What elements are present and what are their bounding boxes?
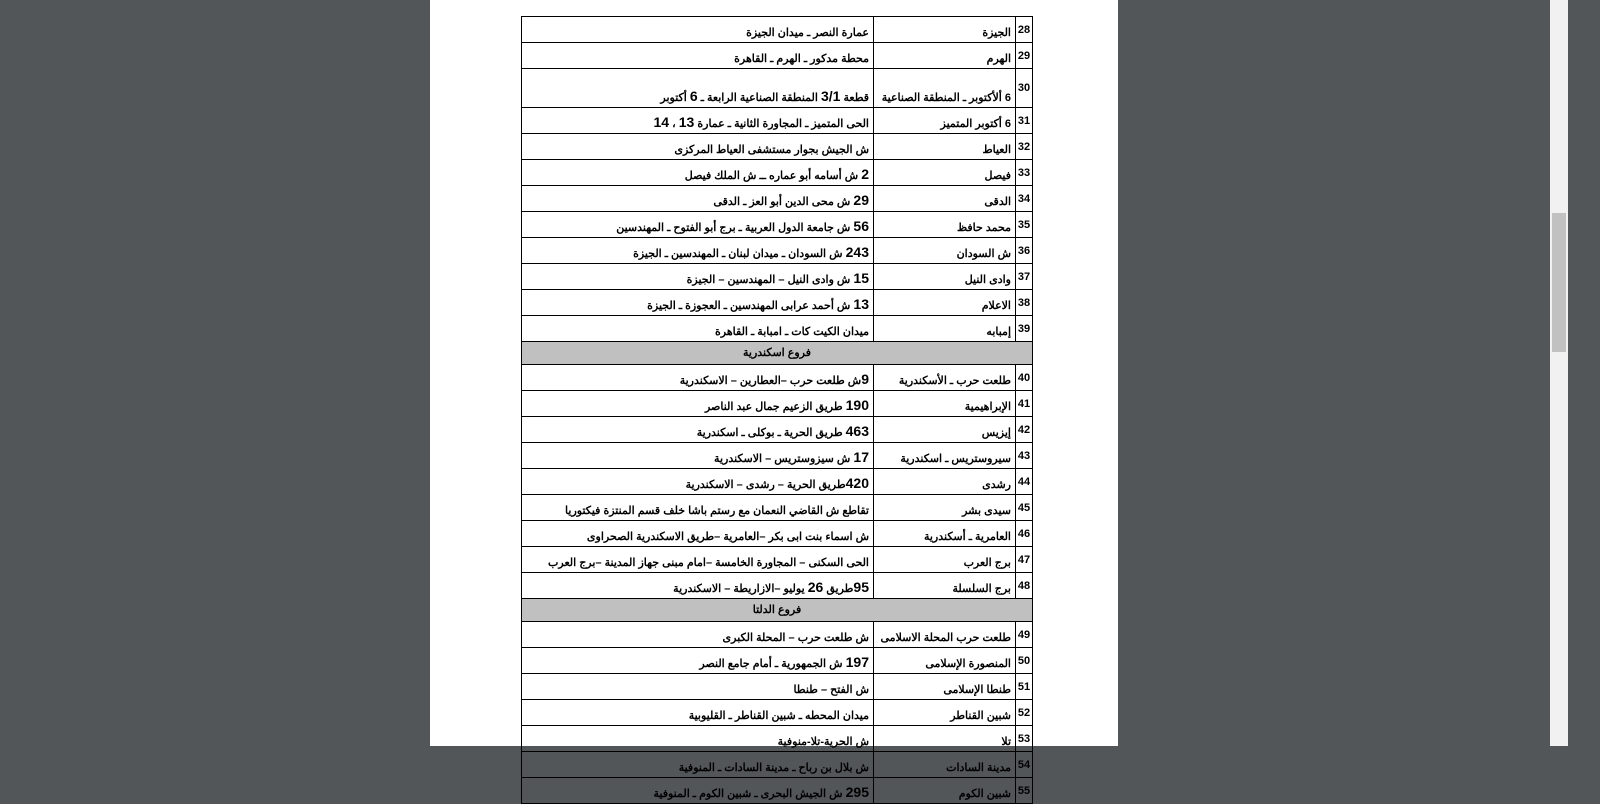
table-row — [522, 778, 1033, 804]
table-row — [522, 674, 1033, 700]
branch-number: 31 — [1016, 108, 1033, 134]
branch-address: ش طلعت حرب – المحلة الكبرى — [522, 622, 874, 648]
branch-address: الحى السكنى – المجاورة الخامسة –امام مبنى جهاز المدينة –برج العرب — [522, 547, 874, 573]
branch-number: 49 — [1016, 622, 1033, 648]
branch-name: فيصل — [874, 160, 1016, 186]
branch-name: الهرم — [874, 43, 1016, 69]
branch-address: 15 ش وادى النيل – المهندسين – الجيزة — [522, 264, 874, 290]
table-row — [522, 752, 1033, 778]
branch-number: 39 — [1016, 316, 1033, 342]
branch-number: 46 — [1016, 521, 1033, 547]
branch-address: 190 طريق الزعيم جمال عبد الناصر — [522, 391, 874, 417]
table-row — [522, 443, 1033, 469]
branch-address: ش الجيش بجوار مستشفى العياط المركزى — [522, 134, 874, 160]
branch-address: قطعة 3/1 المنطقة الصناعية الرابعة ـ 6 أكتوبر — [522, 69, 874, 108]
branch-name: ش السودان — [874, 238, 1016, 264]
table-row — [522, 69, 1033, 108]
branch-name: طنطا الإسلامى — [874, 674, 1016, 700]
branch-address: 13 ش أحمد عرابى المهندسين ـ العجوزة ـ الجيزة — [522, 290, 874, 316]
branch-address: 295 ش الجيش البحرى ـ شبين الكوم ـ المنوفية — [522, 778, 874, 804]
branch-address: 17 ش سيزوستريس – الاسكندرية — [522, 443, 874, 469]
branch-number: 28 — [1016, 17, 1033, 43]
table-row — [522, 365, 1033, 391]
branch-number: 43 — [1016, 443, 1033, 469]
branch-number: 33 — [1016, 160, 1033, 186]
branch-number: 42 — [1016, 417, 1033, 443]
branch-number: 34 — [1016, 186, 1033, 212]
branch-name: العامرية ـ أسكندرية — [874, 521, 1016, 547]
table-row — [522, 43, 1033, 69]
branch-number: 36 — [1016, 238, 1033, 264]
branch-name: طلعت حرب المحلة الاسلامى — [874, 622, 1016, 648]
branch-name: الدقى — [874, 186, 1016, 212]
table-row — [522, 108, 1033, 134]
branch-name: المنصورة الإسلامى — [874, 648, 1016, 674]
branch-number: 53 — [1016, 726, 1033, 752]
branch-address: 243 ش السودان ـ ميدان لبنان ـ المهندسين ـ الجيزة — [522, 238, 874, 264]
table-row — [522, 547, 1033, 573]
branch-number: 38 — [1016, 290, 1033, 316]
table-row — [522, 417, 1033, 443]
branch-address: 463 طريق الحرية ـ بوكلى ـ اسكندرية — [522, 417, 874, 443]
table-row — [522, 17, 1033, 43]
table-row — [522, 469, 1033, 495]
branch-address: 56 ش جامعة الدول العربية ـ برج أبو الفتوح ـ المهندسين — [522, 212, 874, 238]
table-row — [522, 391, 1033, 417]
branch-name: شبين الكوم — [874, 778, 1016, 804]
scrollbar-thumb[interactable] — [1552, 213, 1566, 352]
branch-name: سيروستريس ـ اسكندرية — [874, 443, 1016, 469]
branch-name: سيدى بشر — [874, 495, 1016, 521]
branch-name: محمد حافظ — [874, 212, 1016, 238]
branches-table — [521, 16, 1033, 804]
branch-address: 197 ش الجمهورية ـ أمام جامع النصر — [522, 648, 874, 674]
branch-name: شبين القناطر — [874, 700, 1016, 726]
branch-name: إيزيس — [874, 417, 1016, 443]
table-row — [522, 238, 1033, 264]
branch-number: 37 — [1016, 264, 1033, 290]
branch-number: 50 — [1016, 648, 1033, 674]
branch-name: طلعت حرب ـ الأسكندرية — [874, 365, 1016, 391]
branch-address: 420طريق الحرية – رشدى – الاسكندرية — [522, 469, 874, 495]
branch-number: 54 — [1016, 752, 1033, 778]
table-row — [522, 521, 1033, 547]
branch-address: ش اسماء بنت ابى بكر –العامرية –طريق الاسكندرية الصحراوى — [522, 521, 874, 547]
branch-number: 40 — [1016, 365, 1033, 391]
table-row — [522, 648, 1033, 674]
branch-number: 35 — [1016, 212, 1033, 238]
branch-address: 9ش طلعت حرب –العطارين – الاسكندرية — [522, 365, 874, 391]
branch-number: 55 — [1016, 778, 1033, 804]
branch-address: 29 ش محى الدين أبو العز ـ الدقى — [522, 186, 874, 212]
section-header-row — [522, 342, 1033, 365]
branch-number: 48 — [1016, 573, 1033, 599]
table-row — [522, 700, 1033, 726]
branch-name: وادى النيل — [874, 264, 1016, 290]
branch-name: إمبابه — [874, 316, 1016, 342]
section-title: فروع الدلتا — [522, 599, 1033, 622]
branch-address: الحى المتميز ـ المجاورة الثانية ـ عمارة 13 ، 14 — [522, 108, 874, 134]
branch-name: الإبراهيمية — [874, 391, 1016, 417]
branch-number: 32 — [1016, 134, 1033, 160]
branch-number: 47 — [1016, 547, 1033, 573]
branch-number: 51 — [1016, 674, 1033, 700]
table-row — [522, 726, 1033, 752]
table-row — [522, 316, 1033, 342]
branch-address: ش الحرية-تلا-منوفية — [522, 726, 874, 752]
branch-address: ش الفتح – طنطا — [522, 674, 874, 700]
branch-name: برج العرب — [874, 547, 1016, 573]
branch-address: ميدان الكيت كات ـ امبابة ـ القاهرة — [522, 316, 874, 342]
branch-number: 44 — [1016, 469, 1033, 495]
branch-name: رشدى — [874, 469, 1016, 495]
table-row — [522, 622, 1033, 648]
table-row — [522, 573, 1033, 599]
branch-number: 52 — [1016, 700, 1033, 726]
branch-name: الجيزة — [874, 17, 1016, 43]
table-row — [522, 186, 1033, 212]
branch-number: 41 — [1016, 391, 1033, 417]
branch-number: 30 — [1016, 69, 1033, 108]
table-row — [522, 134, 1033, 160]
branch-name: مدينة السادات — [874, 752, 1016, 778]
branch-name: الاعلام — [874, 290, 1016, 316]
branch-name: 6 أكتوبر المتميز — [874, 108, 1016, 134]
branch-address: 2 ش أسامه أبو عماره ــ ش الملك فيصل — [522, 160, 874, 186]
branch-address: عمارة النصر ـ ميدان الجيزة — [522, 17, 874, 43]
section-title: فروع اسكندرية — [522, 342, 1033, 365]
branch-name: برج السلسلة — [874, 573, 1016, 599]
branch-name: العياط — [874, 134, 1016, 160]
table-row — [522, 264, 1033, 290]
branch-number: 29 — [1016, 43, 1033, 69]
branch-address: 95طريق 26 يوليو –الازاريطة – الاسكندرية — [522, 573, 874, 599]
branch-name: تلا — [874, 726, 1016, 752]
branch-address: تقاطع ش القاضي النعمان مع رستم باشا خلف قسم المنتزة فيكتوريا — [522, 495, 874, 521]
vertical-scrollbar[interactable] — [1550, 0, 1568, 746]
table-row — [522, 495, 1033, 521]
table-row — [522, 212, 1033, 238]
branch-name: 6 ألأكتوبر ـ المنطقة الصناعية — [874, 69, 1016, 108]
table-row — [522, 160, 1033, 186]
section-header-row — [522, 599, 1033, 622]
table-row — [522, 290, 1033, 316]
document-page — [430, 0, 1118, 800]
branch-address: ميدان المحطه ـ شبين القناطر ـ القليوبية — [522, 700, 874, 726]
branch-number: 45 — [1016, 495, 1033, 521]
branch-address: محطة مدكور ـ الهرم ـ القاهرة — [522, 43, 874, 69]
branch-address: ش بلال بن رباح ـ مدينة السادات ـ المنوفية — [522, 752, 874, 778]
